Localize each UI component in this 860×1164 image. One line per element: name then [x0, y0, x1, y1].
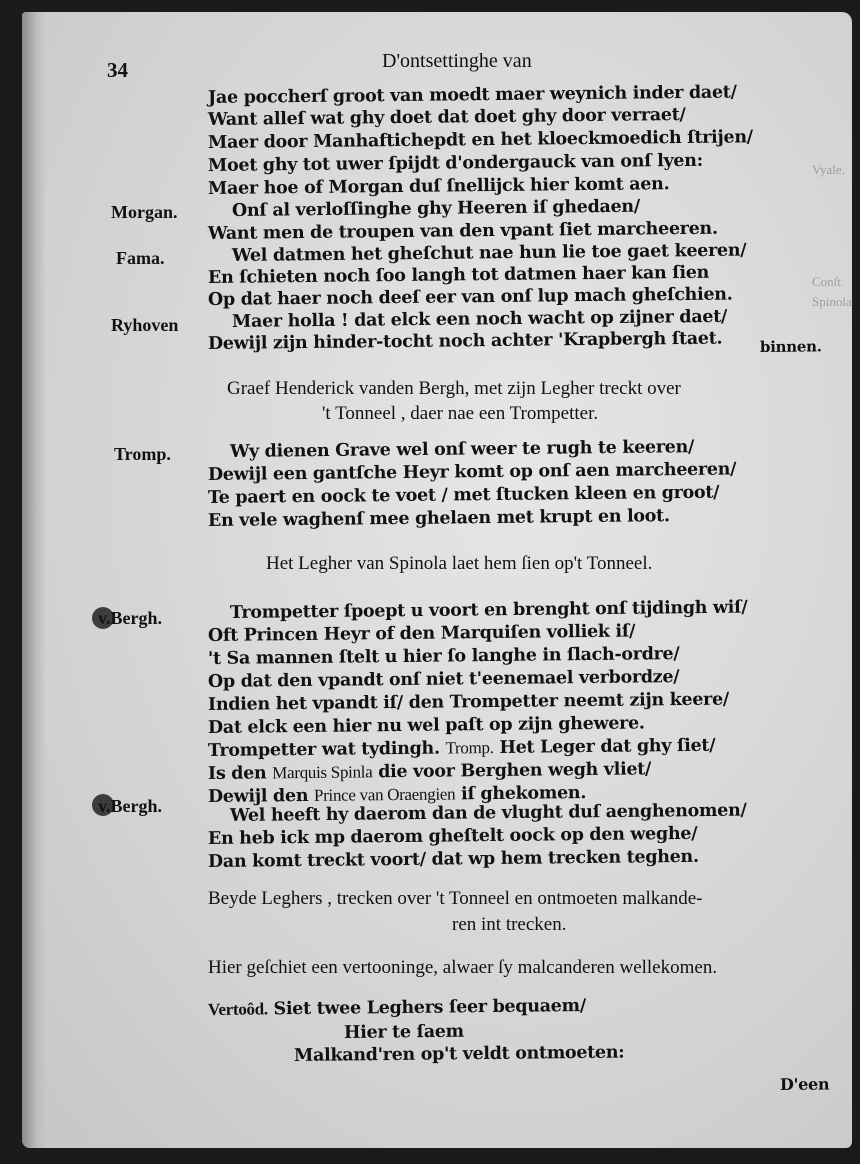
stage-direction: 't Tonneel , daer nae een Trompetter.	[322, 403, 599, 424]
verse-fragment: Is den	[207, 763, 267, 784]
proper-name: Prince van Oraengien	[313, 784, 456, 805]
verse-line	[208, 996, 586, 1020]
verse-line	[208, 736, 715, 761]
verse-line: Malkand'ren op't veldt ontmoeten:	[293, 1042, 625, 1066]
verse-line: Want men de troupen van den vpant ſiet marcheeren.	[207, 218, 718, 244]
verse-line	[208, 759, 651, 784]
verse-line: En ſchieten noch ſoo langh tot datmen haer kan ſien	[207, 262, 710, 288]
verse-line: Wel heeft hy daerom dan de vlught duſ aenghenomen/	[229, 800, 747, 826]
verse-line: Dan komt treckt voort/ dat wp hem trecken teghen.	[207, 846, 699, 872]
catchword: D'een	[779, 1074, 830, 1094]
bleed-through: Conſt.	[812, 274, 845, 289]
verse-fragment: Trompetter wat tydingh.	[207, 738, 440, 761]
verse-fragment: Siet twee Leghers ſeer bequaem/	[273, 996, 586, 1020]
running-head: D'ontsettinghe van	[382, 50, 532, 72]
verse-line: Trompetter ſpoept u voort en brenght onſ tijdingh wiſ/	[229, 597, 748, 623]
bleed-through: Vyale.	[812, 162, 845, 177]
speaker-inline: Vertoôd.	[207, 999, 268, 1019]
verse-line: Dat elck een hier nu wel paſt op zijn ghewere.	[207, 713, 645, 738]
speaker-label: Ryhoven	[111, 315, 179, 335]
verse-line: Op dat haer noch deeſ eer van onſ lup mach gheſchien.	[207, 284, 733, 310]
verse-fragment: die voor Berghen wegh vliet/	[378, 759, 652, 783]
verse-line: Onſ al verloſſinghe ghy Heeren iſ ghedaen/	[231, 196, 640, 221]
page-number: 34	[107, 58, 128, 82]
verse-line: Op dat den vpandt onſ niet t'eenemael verbordze/	[207, 667, 680, 692]
verse-line: Oft Princen Heyr of den Marquiſen volliek iſ/	[207, 621, 636, 646]
verse-line: Dewijl zijn hinder-tocht noch achter 'Krapbergh ſtaet.	[207, 328, 723, 354]
speaker-inline: Tromp.	[445, 738, 494, 758]
stage-direction: Graef Henderick vanden Bergh, met zijn Legher treckt over	[227, 378, 681, 399]
verse-fragment: Dewijl den	[207, 785, 309, 807]
book-binding-shadow	[22, 12, 46, 1148]
verse-line: Want alleſ wat ghy doet dat doet ghy door verraet/	[207, 104, 686, 130]
verse-line: Jae poccherſ groot van moedt maer weynich inder daet/	[207, 82, 737, 108]
verse-line: En heb ick mp daerom gheſtelt oock op den weghe/	[207, 823, 698, 849]
verse-line: Maer hoe of Morgan duſ ſnellijck hier komt aen.	[207, 174, 670, 199]
verse-line: Wy dienen Grave wel onſ weer te rugh te keeren/	[229, 437, 695, 462]
bleed-through: Spinola	[812, 294, 852, 309]
verse-line: Moet ghy tot uwer ſpijdt d'ondergauck van onſ lyen:	[207, 150, 703, 176]
verse-fragment: iſ ghekomen.	[460, 783, 587, 805]
verse-line: Indien het vpandt iſ/ den Trompetter neemt zijn keere/	[207, 689, 730, 715]
verse-line: Hier te ſaem	[343, 1021, 464, 1043]
stage-cue: binnen.	[759, 337, 822, 356]
stage-direction: Hier geſchiet een vertooninge, alwaer ſy malcanderen wellekomen.	[208, 957, 718, 978]
stage-direction: Het Legher van Spinola laet hem ſien op't Tonneel.	[266, 553, 653, 574]
verse-line: Te paert en oock te voet / met ſtucken kleen en groot/	[207, 482, 720, 508]
proper-name: Marquis Spinla	[272, 762, 373, 783]
speaker-label: Morgan.	[111, 202, 178, 222]
verse-line: En vele waghenſ mee ghelaen met krupt en loot.	[207, 506, 670, 531]
verse-line: Maer holla ! dat elck een noch wacht op zijner daet/	[231, 306, 728, 332]
verse-line: 't Sa mannen ſtelt u hier ſo langhe in ſlach-ordre/	[207, 644, 680, 669]
book-page	[22, 12, 852, 1148]
stage-direction: Beyde Leghers , trecken over 't Tonneel en ontmoeten malkande-	[208, 888, 703, 909]
speaker-label: v.Bergh.	[98, 796, 163, 816]
stage-direction: ren int trecken.	[452, 914, 567, 935]
speaker-label: Tromp.	[114, 444, 171, 464]
speaker-label: Fama.	[116, 248, 165, 268]
verse-line: Wel datmen het gheſchut nae hun lie toe gaet keeren/	[231, 240, 747, 266]
verse-line: Dewijl een gantſche Heyr komt op onſ aen marcheeren/	[207, 459, 737, 485]
speaker-label: v.Bergh.	[98, 608, 163, 628]
verse-fragment: Het Leger dat ghy ſiet/	[499, 735, 716, 758]
verse-line: Maer door Manhaftichepdt en het kloeckmoedich ſtrijen/	[207, 127, 753, 153]
